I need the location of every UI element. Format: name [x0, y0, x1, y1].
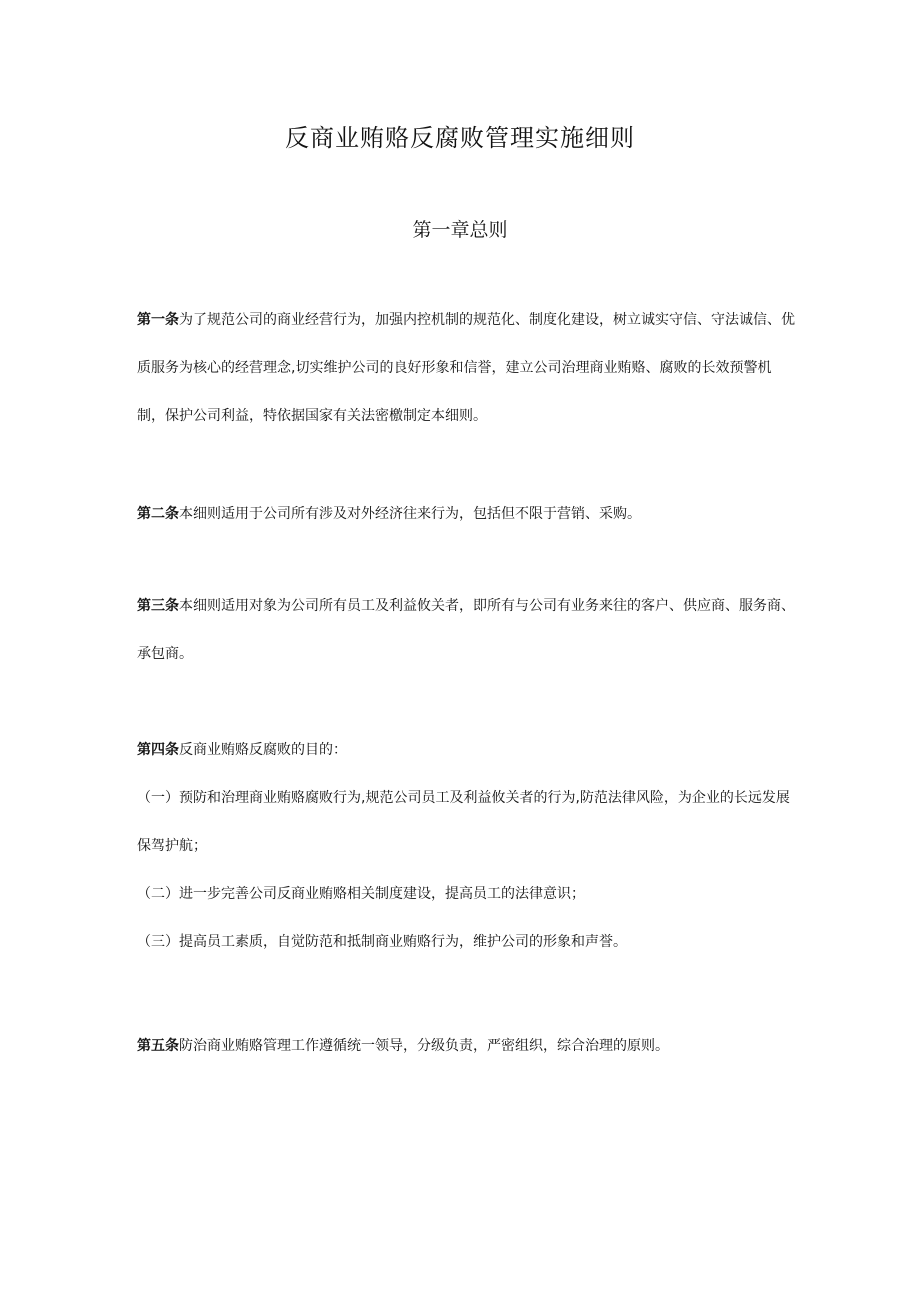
article-3-text: 本细则适用对象为公司所有员工及利益攸关者，即所有与公司有业务来往的客户、供应商、服务商、承包商。: [137, 598, 795, 662]
article-4-label: 第四条: [137, 742, 179, 758]
article-5-label: 第五条: [137, 1038, 179, 1054]
article-1-label: 第一条: [137, 312, 179, 328]
article-1-text: 为了规范公司的商业经营行为，加强内控机制的规范化、制度化建设，树立诚实守信、守法诚信、优质服务为核心的经营理念,切实维护公司的良好形象和信誉，建立公司治理商业贿赂、腐败的长效预警机制，保护公司利益，特依据国家有关法密檄制定本细则。: [137, 312, 795, 424]
article-5: [137, 1022, 797, 1070]
chapter-heading: 第一章总则: [412, 219, 508, 241]
article-2-text: 本细则适用于公司所有涉及对外经济往来行为，包括但不限于营销、采购。: [179, 506, 641, 522]
article-4-item-1: （一）预防和治理商业贿赂腐败行为,规范公司员工及利益攸关者的行为,防范法律风险，为企业的长远发展保驾护航；: [137, 790, 790, 854]
article-5-text: 防治商业贿赂管理工作遵循统一领导，分级负责，严密组织，综合治理的原则。: [179, 1038, 669, 1054]
article-4-item-2: （二）进一步完善公司反商业贿赂相关制度建设，提高员工的法律意识；: [137, 886, 585, 902]
article-4-item-3: （三）提高员工素质，自觉防范和抵制商业贿赂行为，维护公司的形象和声誉。: [137, 934, 627, 950]
article-4: [137, 726, 797, 966]
article-1: [137, 296, 797, 440]
article-4-intro: [137, 726, 797, 774]
article-2-label: 第二条: [137, 506, 179, 522]
document-title: 反商业贿赂反腐败管理实施细则: [285, 124, 635, 152]
article-2: [137, 490, 797, 538]
article-3-label: 第三条: [137, 598, 179, 614]
article-4-text: 反商业贿赂反腐败的目的：: [179, 742, 347, 758]
article-3: [137, 582, 797, 678]
